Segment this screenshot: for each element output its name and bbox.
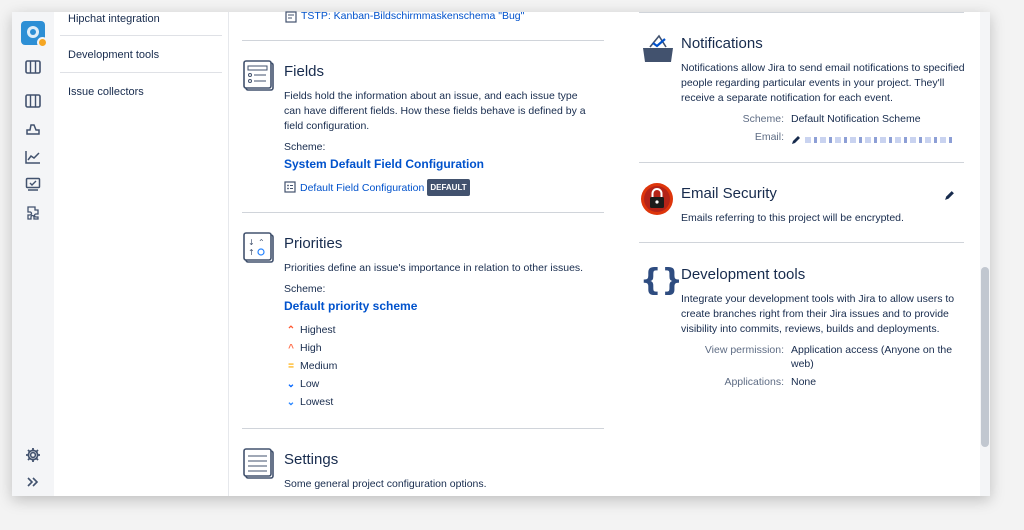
scrollbar-thumb[interactable]: [981, 267, 989, 447]
reports-icon[interactable]: [22, 146, 44, 168]
priority-label: Low: [300, 378, 320, 390]
sidebar-divider: [60, 35, 222, 36]
default-badge: DEFAULT: [427, 179, 469, 196]
notification-scheme-label: Scheme:: [742, 113, 784, 125]
view-permission-value: Application access (Anyone on the web): [791, 344, 953, 370]
settings-section-icon: [243, 448, 275, 480]
email-security-description: Emails referring to this project will be encrypted.: [681, 212, 904, 224]
view-permission-label: View permission:: [704, 344, 784, 356]
edit-email-icon[interactable]: [791, 132, 801, 150]
notifications-icon: [641, 34, 673, 66]
email-security-lock-icon: [640, 182, 672, 214]
settings-title: Settings: [284, 451, 339, 468]
field-config-icon: [284, 180, 296, 198]
development-tools-title: Development tools: [681, 266, 806, 283]
issues-icon[interactable]: [22, 174, 44, 196]
field-config-row: [300, 179, 470, 196]
svg-text:↓: ↓: [248, 238, 255, 247]
app-window: [12, 12, 990, 496]
priority-lowest: [284, 396, 333, 408]
board-icon[interactable]: [22, 90, 44, 112]
settings-gear-icon[interactable]: [22, 444, 44, 466]
priority-high-icon: ^: [288, 343, 294, 354]
global-nav: [12, 12, 54, 496]
settings-description: Some general project configuration options.: [284, 478, 487, 490]
project-avatar[interactable]: [21, 21, 45, 45]
notifications-description: Notifications allow Jira to send email notifications to specified people regarding particular events in your project. They'll receive a separate notification for each event.: [681, 62, 965, 104]
fields-description: Fields hold the information about an issue, and each issue type can have different fields. How these fields behave is defined by a field configuration.: [284, 90, 586, 132]
fields-scheme-link[interactable]: System Default Field Configuration: [284, 157, 485, 171]
fields-icon: [243, 60, 275, 92]
section-divider: [639, 242, 964, 243]
priorities-scheme-link[interactable]: Default priority scheme: [284, 299, 418, 313]
notifications-title: Notifications: [681, 35, 763, 52]
sidebar-item-issue-collectors[interactable]: Issue collectors: [68, 86, 144, 98]
releases-icon[interactable]: [22, 118, 44, 140]
priority-medium: [284, 360, 337, 372]
priority-label: High: [300, 342, 322, 354]
development-tools-icon: [640, 262, 683, 298]
priorities-scheme-label: Scheme:: [284, 283, 326, 295]
addons-icon[interactable]: [22, 202, 44, 224]
edit-email-security-icon[interactable]: [944, 188, 955, 206]
applications-label: Applications:: [724, 376, 784, 388]
priority-low-icon: ⌄: [286, 379, 296, 390]
page-scrollbar[interactable]: [980, 12, 990, 496]
section-divider: [639, 162, 964, 163]
svg-text:{}: {}: [640, 263, 683, 298]
priority-lowest-icon: ⌄: [286, 397, 296, 408]
section-divider: [639, 12, 964, 13]
notification-scheme-link[interactable]: Default Notification Scheme: [791, 113, 921, 125]
priorities-icon: [243, 232, 275, 264]
redacted-email-value: [805, 131, 955, 149]
backlog-icon[interactable]: [22, 56, 44, 78]
notification-email-label: Email:: [754, 131, 784, 143]
priorities-description: Priorities define an issue's importance in relation to other issues.: [284, 262, 584, 274]
sidebar-item-development-tools[interactable]: Development tools: [68, 49, 160, 61]
fields-scheme-label: Scheme:: [284, 141, 326, 153]
priority-high: [284, 342, 322, 354]
project-settings-sidebar: [54, 12, 230, 496]
svg-text:↑: ↑: [248, 248, 255, 257]
sidebar-divider: [60, 72, 222, 73]
sidebar-item-hipchat-integration[interactable]: Hipchat integration: [68, 13, 160, 25]
applications-link[interactable]: None: [791, 376, 817, 388]
priority-label: Medium: [300, 360, 338, 372]
section-divider: [242, 212, 604, 213]
priority-low: [284, 378, 319, 390]
sidebar-border: [228, 12, 229, 496]
svg-text:⌃: ⌃: [258, 238, 265, 247]
section-divider: [242, 40, 604, 41]
section-divider: [242, 428, 604, 429]
priority-highest-icon: ⌃: [286, 325, 296, 336]
screen-scheme-icon: [285, 10, 297, 28]
priority-highest: [284, 324, 336, 336]
priority-label: Highest: [300, 324, 336, 336]
development-tools-description: Integrate your development tools with Jira to allow users to create branches right from their Jira issues and to provide visibility into commits, reviews, builds and deployments.: [681, 293, 955, 335]
expand-sidebar-icon[interactable]: [22, 471, 44, 493]
field-config-link[interactable]: Default Field Configuration: [300, 182, 425, 194]
screen-scheme-link[interactable]: TSTP: Kanban-Bildschirmmaskenschema "Bug": [301, 10, 525, 22]
priority-medium-icon: =: [288, 361, 294, 372]
priorities-title: Priorities: [284, 235, 343, 252]
priority-label: Lowest: [300, 396, 334, 408]
email-security-title: Email Security: [681, 185, 777, 202]
fields-title: Fields: [284, 63, 325, 80]
